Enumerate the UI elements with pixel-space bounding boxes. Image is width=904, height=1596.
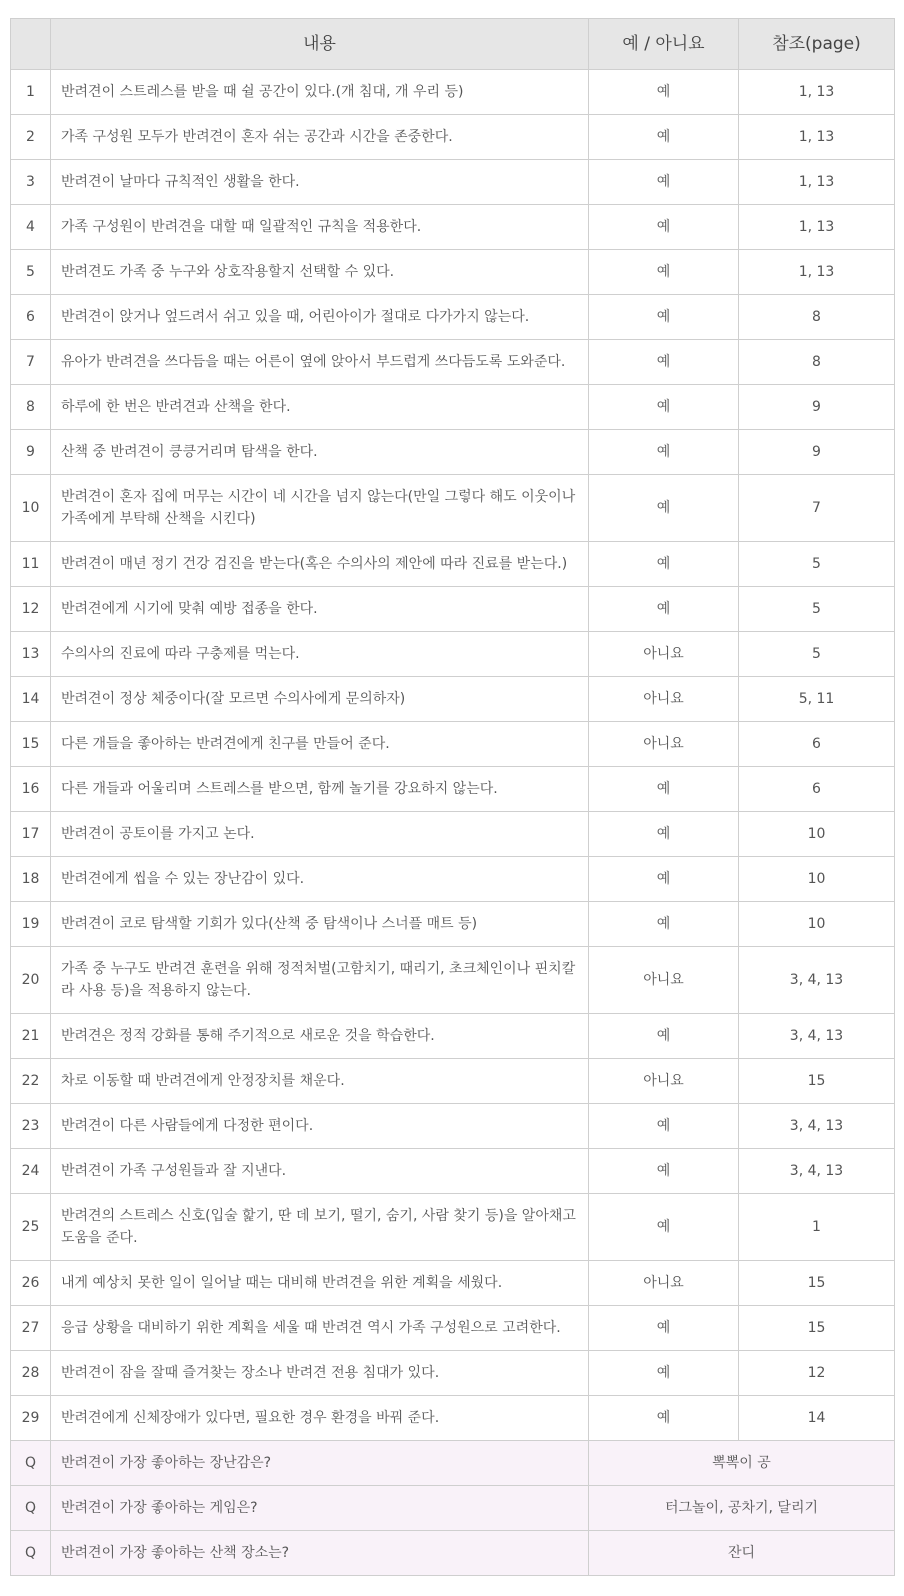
- row-reference: 12: [739, 1351, 895, 1396]
- header-number: [11, 19, 51, 70]
- row-yes-no: 예: [589, 160, 739, 205]
- row-reference: 5: [739, 542, 895, 587]
- question-text: 반려견이 가장 좋아하는 게임은?: [51, 1486, 589, 1531]
- checklist-container: [10, 18, 894, 1576]
- table-row: [11, 340, 895, 385]
- row-number: 27: [11, 1306, 51, 1351]
- row-reference: 1: [739, 1194, 895, 1261]
- row-reference: 14: [739, 1396, 895, 1441]
- question-answer: 터그놀이, 공차기, 달리기: [589, 1486, 895, 1531]
- table-row: [11, 205, 895, 250]
- table-row: [11, 385, 895, 430]
- row-yes-no: 예: [589, 1104, 739, 1149]
- row-yes-no: 예: [589, 340, 739, 385]
- row-reference: 1, 13: [739, 250, 895, 295]
- row-yes-no: 예: [589, 1149, 739, 1194]
- row-reference: 3, 4, 13: [739, 947, 895, 1014]
- table-row: [11, 1014, 895, 1059]
- row-number: 15: [11, 722, 51, 767]
- row-reference: 1, 13: [739, 160, 895, 205]
- table-row: [11, 1059, 895, 1104]
- row-yes-no: 아니요: [589, 722, 739, 767]
- row-content: 반려견의 스트레스 신호(입술 핥기, 딴 데 보기, 떨기, 숨기, 사람 찾기 등)을 알아채고 도움을 준다.: [51, 1194, 589, 1261]
- row-yes-no: 예: [589, 1396, 739, 1441]
- table-row: [11, 1104, 895, 1149]
- row-yes-no: 예: [589, 857, 739, 902]
- question-marker: Q: [11, 1441, 51, 1486]
- row-yes-no: 예: [589, 902, 739, 947]
- row-reference: 7: [739, 475, 895, 542]
- row-reference: 3, 4, 13: [739, 1149, 895, 1194]
- row-content: 다른 개들과 어울리며 스트레스를 받으면, 함께 놀기를 강요하지 않는다.: [51, 767, 589, 812]
- question-answer: 잔디: [589, 1531, 895, 1576]
- row-content: 반려견이 매년 정기 건강 검진을 받는다(혹은 수의사의 제안에 따라 진료를 받는다.): [51, 542, 589, 587]
- row-reference: 1, 13: [739, 205, 895, 250]
- row-yes-no: 예: [589, 295, 739, 340]
- row-yes-no: 아니요: [589, 1059, 739, 1104]
- row-number: 28: [11, 1351, 51, 1396]
- row-number: 1: [11, 70, 51, 115]
- row-reference: 1, 13: [739, 115, 895, 160]
- row-content: 반려견에게 시기에 맞춰 예방 접종을 한다.: [51, 587, 589, 632]
- row-number: 13: [11, 632, 51, 677]
- row-reference: 9: [739, 385, 895, 430]
- row-yes-no: 아니요: [589, 677, 739, 722]
- row-content: 반려견이 다른 사람들에게 다정한 편이다.: [51, 1104, 589, 1149]
- row-number: 4: [11, 205, 51, 250]
- row-reference: 15: [739, 1059, 895, 1104]
- row-number: 23: [11, 1104, 51, 1149]
- row-content: 반려견이 가족 구성원들과 잘 지낸다.: [51, 1149, 589, 1194]
- row-content: 반려견이 날마다 규칙적인 생활을 한다.: [51, 160, 589, 205]
- row-reference: 15: [739, 1261, 895, 1306]
- row-yes-no: 예: [589, 1014, 739, 1059]
- row-number: 3: [11, 160, 51, 205]
- row-content: 산책 중 반려견이 킁킁거리며 탐색을 한다.: [51, 430, 589, 475]
- question-marker: Q: [11, 1531, 51, 1576]
- table-row: [11, 1149, 895, 1194]
- row-reference: 5: [739, 587, 895, 632]
- row-reference: 9: [739, 430, 895, 475]
- row-yes-no: 예: [589, 1194, 739, 1261]
- row-yes-no: 예: [589, 812, 739, 857]
- row-number: 29: [11, 1396, 51, 1441]
- table-row: [11, 115, 895, 160]
- table-row: [11, 542, 895, 587]
- table-row: [11, 1194, 895, 1261]
- table-header-row: [11, 19, 895, 70]
- checklist-body: [11, 70, 895, 1576]
- question-marker: Q: [11, 1486, 51, 1531]
- row-content: 반려견이 앉거나 엎드려서 쉬고 있을 때, 어린아이가 절대로 다가가지 않는다.: [51, 295, 589, 340]
- row-number: 24: [11, 1149, 51, 1194]
- row-content: 내게 예상치 못한 일이 일어날 때는 대비해 반려견을 위한 계획을 세웠다.: [51, 1261, 589, 1306]
- header-yes-no: 예 / 아니요: [589, 19, 739, 70]
- row-content: 반려견이 잠을 잘때 즐겨찾는 장소나 반려견 전용 침대가 있다.: [51, 1351, 589, 1396]
- table-row: [11, 767, 895, 812]
- row-reference: 5, 11: [739, 677, 895, 722]
- row-reference: 6: [739, 722, 895, 767]
- row-reference: 8: [739, 340, 895, 385]
- row-content: 가족 구성원이 반려견을 대할 때 일괄적인 규칙을 적용한다.: [51, 205, 589, 250]
- row-content: 가족 중 누구도 반려견 훈련을 위해 정적처벌(고함치기, 때리기, 초크체인이나 핀치칼라 사용 등)을 적용하지 않는다.: [51, 947, 589, 1014]
- table-row: [11, 902, 895, 947]
- row-number: 16: [11, 767, 51, 812]
- question-text: 반려견이 가장 좋아하는 산책 장소는?: [51, 1531, 589, 1576]
- row-number: 18: [11, 857, 51, 902]
- row-number: 5: [11, 250, 51, 295]
- checklist-table: [10, 18, 895, 1576]
- table-row: [11, 722, 895, 767]
- table-row: [11, 1306, 895, 1351]
- row-yes-no: 예: [589, 430, 739, 475]
- table-row: [11, 812, 895, 857]
- row-reference: 10: [739, 857, 895, 902]
- table-row: [11, 1261, 895, 1306]
- row-content: 반려견도 가족 중 누구와 상호작용할지 선택할 수 있다.: [51, 250, 589, 295]
- row-content: 반려견에게 신체장애가 있다면, 필요한 경우 환경을 바꿔 준다.: [51, 1396, 589, 1441]
- row-content: 응급 상황을 대비하기 위한 계획을 세울 때 반려견 역시 가족 구성원으로 고려한다.: [51, 1306, 589, 1351]
- row-number: 9: [11, 430, 51, 475]
- row-yes-no: 예: [589, 1351, 739, 1396]
- row-yes-no: 예: [589, 70, 739, 115]
- row-yes-no: 예: [589, 767, 739, 812]
- row-content: 반려견은 정적 강화를 통해 주기적으로 새로운 것을 학습한다.: [51, 1014, 589, 1059]
- row-number: 2: [11, 115, 51, 160]
- row-reference: 15: [739, 1306, 895, 1351]
- table-row: [11, 947, 895, 1014]
- row-yes-no: 아니요: [589, 632, 739, 677]
- row-content: 반려견이 정상 체중이다(잘 모르면 수의사에게 문의하자): [51, 677, 589, 722]
- row-number: 12: [11, 587, 51, 632]
- table-row: [11, 677, 895, 722]
- question-answer: 뽁뽁이 공: [589, 1441, 895, 1486]
- header-content: 내용: [51, 19, 589, 70]
- row-number: 10: [11, 475, 51, 542]
- question-row: [11, 1531, 895, 1576]
- row-number: 11: [11, 542, 51, 587]
- header-reference: 참조(page): [739, 19, 895, 70]
- question-row: [11, 1486, 895, 1531]
- row-reference: 8: [739, 295, 895, 340]
- row-reference: 5: [739, 632, 895, 677]
- table-row: [11, 160, 895, 205]
- row-reference: 10: [739, 812, 895, 857]
- row-reference: 1, 13: [739, 70, 895, 115]
- table-row: [11, 632, 895, 677]
- row-number: 20: [11, 947, 51, 1014]
- row-reference: 3, 4, 13: [739, 1014, 895, 1059]
- row-content: 반려견이 공토이를 가지고 논다.: [51, 812, 589, 857]
- row-yes-no: 예: [589, 115, 739, 160]
- row-number: 19: [11, 902, 51, 947]
- row-reference: 10: [739, 902, 895, 947]
- row-content: 차로 이동할 때 반려견에게 안정장치를 채운다.: [51, 1059, 589, 1104]
- row-content: 반려견이 혼자 집에 머무는 시간이 네 시간을 넘지 않는다(만일 그렇다 해도 이웃이나 가족에게 부탁해 산책을 시킨다): [51, 475, 589, 542]
- table-row: [11, 250, 895, 295]
- row-content: 반려견이 스트레스를 받을 때 쉴 공간이 있다.(개 침대, 개 우리 등): [51, 70, 589, 115]
- row-number: 7: [11, 340, 51, 385]
- row-number: 21: [11, 1014, 51, 1059]
- row-content: 유아가 반려견을 쓰다듬을 때는 어른이 옆에 앉아서 부드럽게 쓰다듬도록 도와준다.: [51, 340, 589, 385]
- question-row: [11, 1441, 895, 1486]
- row-yes-no: 예: [589, 475, 739, 542]
- table-row: [11, 295, 895, 340]
- row-content: 하루에 한 번은 반려견과 산책을 한다.: [51, 385, 589, 430]
- table-row: [11, 1396, 895, 1441]
- row-number: 17: [11, 812, 51, 857]
- row-yes-no: 예: [589, 542, 739, 587]
- row-number: 22: [11, 1059, 51, 1104]
- row-number: 26: [11, 1261, 51, 1306]
- row-reference: 6: [739, 767, 895, 812]
- table-row: [11, 587, 895, 632]
- row-yes-no: 아니요: [589, 1261, 739, 1306]
- row-content: 가족 구성원 모두가 반려견이 혼자 쉬는 공간과 시간을 존중한다.: [51, 115, 589, 160]
- table-row: [11, 430, 895, 475]
- table-row: [11, 857, 895, 902]
- row-content: 반려견이 코로 탐색할 기회가 있다(산책 중 탐색이나 스너플 매트 등): [51, 902, 589, 947]
- row-number: 14: [11, 677, 51, 722]
- row-number: 6: [11, 295, 51, 340]
- row-yes-no: 예: [589, 1306, 739, 1351]
- row-number: 8: [11, 385, 51, 430]
- table-row: [11, 70, 895, 115]
- row-yes-no: 예: [589, 205, 739, 250]
- table-row: [11, 1351, 895, 1396]
- row-yes-no: 예: [589, 587, 739, 632]
- question-text: 반려견이 가장 좋아하는 장난감은?: [51, 1441, 589, 1486]
- row-yes-no: 예: [589, 250, 739, 295]
- row-content: 수의사의 진료에 따라 구충제를 먹는다.: [51, 632, 589, 677]
- row-content: 반려견에게 씹을 수 있는 장난감이 있다.: [51, 857, 589, 902]
- row-yes-no: 아니요: [589, 947, 739, 1014]
- row-number: 25: [11, 1194, 51, 1261]
- table-row: [11, 475, 895, 542]
- row-yes-no: 예: [589, 385, 739, 430]
- row-reference: 3, 4, 13: [739, 1104, 895, 1149]
- row-content: 다른 개들을 좋아하는 반려견에게 친구를 만들어 준다.: [51, 722, 589, 767]
